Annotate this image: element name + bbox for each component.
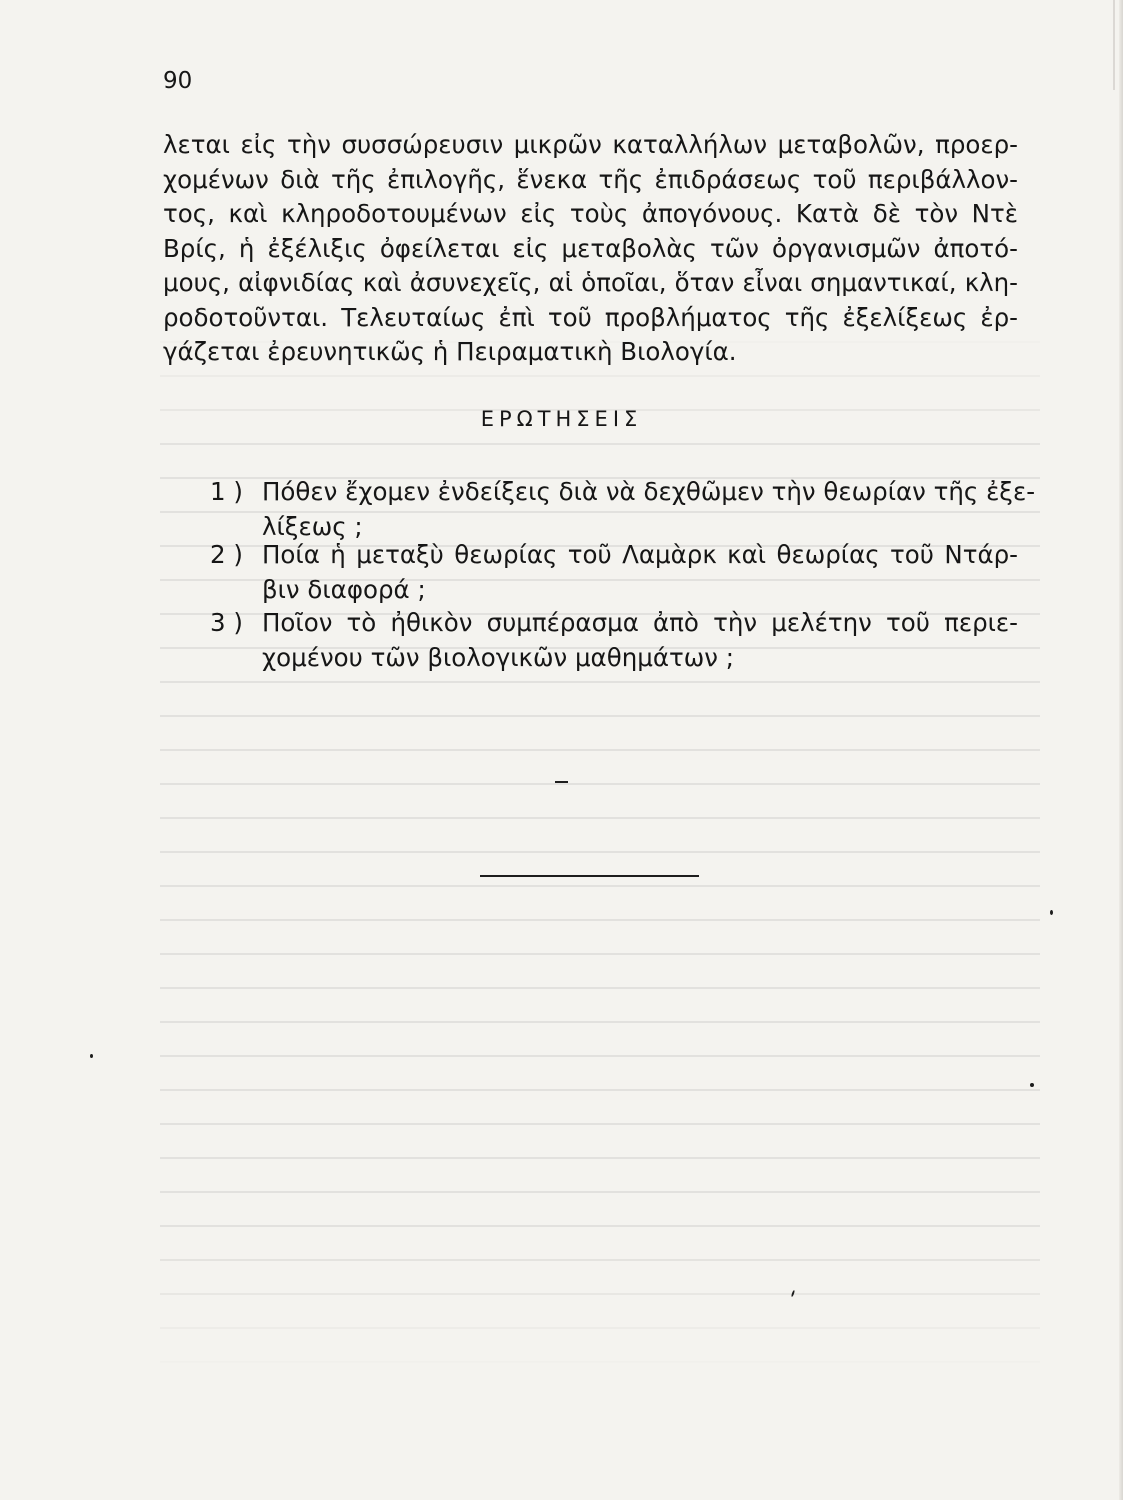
question-number: 2 ) [210,540,243,569]
question-text: Ποῖον τὸ ἠθικὸν συμπέρασμα ἀπὸ τὴν μελέτην τοῦ περιε- [262,608,1018,637]
question-item [210,605,1018,675]
paragraph-line: Βρίς, ἡ ἐξέλιξις ὀφείλεται εἰς μεταβολὰς τῶν ὀργανισμῶν ἀποτό- [163,233,1018,263]
question-number: 3 ) [210,608,243,637]
question-text: Πόθεν ἔχομεν ἐνδείξεις διὰ νὰ δεχθῶμεν τὴν θεωρίαν τῆς ἐξε- [262,477,1036,506]
page-edge-mark [1113,0,1115,90]
question-text-continuation: βιν διαφορά ; [262,575,426,604]
scan-speck [90,1054,93,1058]
paragraph-line: χομένων διὰ τῆς ἐπιλογῆς, ἕνεκα τῆς ἐπιδράσεως τοῦ περιβάλλον- [163,164,1018,194]
section-divider-rule [480,875,699,877]
questions-heading: ΕΡΩΤΗΣΕΙΣ [480,407,643,431]
question-number: 1 ) [210,477,243,506]
paragraph-line: μους, αἰφνιδίας καὶ ἀσυνεχεῖς, αἱ ὁποῖαι, ὅταν εἶναι σημαντικαί, κλη- [163,268,1018,297]
scan-speck [1050,910,1053,915]
question-text-continuation: χομένου τῶν βιολογικῶν μαθημάτων ; [262,643,734,672]
question-text: Ποία ἡ μεταξὺ θεωρίας τοῦ Λαμὰρκ καὶ θεωρίας τοῦ Ντάρ- [262,540,1018,569]
question-item [210,474,1036,544]
section-dash [555,781,568,783]
body-paragraph [163,128,1018,370]
paragraph-line: τος, καὶ κληροδοτουμένων εἰς τοὺς ἀπογόνους. Κατὰ δὲ τὸν Ντὲ [163,199,1018,228]
paragraph-line: λεται εἰς τὴν συσσώρευσιν μικρῶν καταλλήλων μεταβολῶν, προερ- [163,130,1018,159]
paragraph-line: ροδοτοῦνται. Τελευταίως ἐπὶ τοῦ προβλήματος τῆς ἐξελίξεως ἐρ- [163,302,1018,332]
question-item [210,537,1018,607]
question-text-continuation: λίξεως ; [262,512,363,541]
page-edge-shadow [1119,0,1123,1500]
page-number: 90 [163,68,193,94]
scan-speck [1030,1083,1034,1087]
paragraph-line: γάζεται ἐρευνητικῶς ἡ Πειραματικὴ Βιολογία. [163,337,737,366]
